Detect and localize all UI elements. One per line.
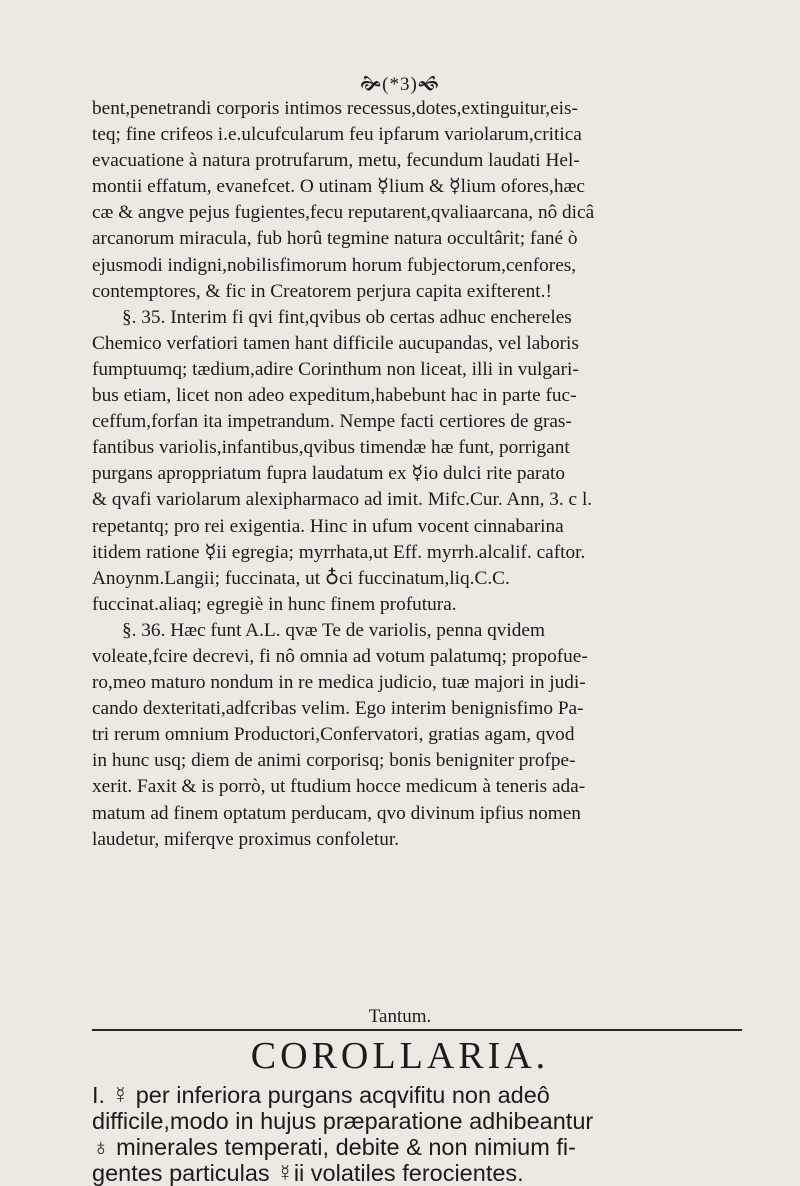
corollaria-text <box>92 1082 742 1186</box>
text-line: montii effatum, evanefcet. O utinam ☿lium & ☿lium ofores,hæc <box>92 176 585 198</box>
corollary-line: ♁ minerales temperati, debite & non nimium fi- <box>92 1134 576 1160</box>
text-line: itidem ratione ☿ii egregia; myrrhata,ut Eff. myrrh.alcalif. caftor. <box>92 541 586 563</box>
text-line: Anoynm.Langii; fuccinata, ut ♁ci fuccinatum,liq.C.C. <box>92 567 510 589</box>
page-signature: 🙞(*3)🙜 <box>360 74 440 95</box>
section-divider <box>92 1029 742 1031</box>
text-line: fantibus variolis,infantibus,qvibus timendæ hæ funt, porrigant <box>92 437 570 459</box>
text-line: repetantq; pro rei exigentia. Hinc in ufum vocent cinnabarina <box>92 515 564 537</box>
text-line: Chemico verfatiori tamen hant difficile aucupandas, vel laboris <box>92 332 579 354</box>
text-line: purgans aproppriatum fupra laudatum ex ☿io dulci rite parato <box>92 463 566 485</box>
text-line: cæ & angve pejus fugientes,fecu reputarent,qvaliaarcana, nô dicâ <box>92 202 595 224</box>
text-line: bent,penetrandi corporis intimos recessus,dotes,extinguitur,eis- <box>92 98 578 119</box>
text-line: ceffum,forfan ita impetrandum. Nempe facti certiores de gras- <box>92 411 572 433</box>
paragraph-35-start: §. 35. Interim fi qvi fint,qvibus ob certas adhuc enchereles <box>122 306 572 328</box>
paragraph-36-start: §. 36. Hæc funt A.L. qvæ Te de variolis, penna qvidem <box>122 619 545 641</box>
text-line: contemptores, & fic in Creatorem perjura capita exifterent.! <box>92 280 552 302</box>
tantum-closing: Tantum. <box>368 1006 432 1027</box>
text-line: ro,meo maturo nondum in re medica judicio, tuæ majori in judi- <box>92 672 586 694</box>
text-line: cando dexteritati,adfcribas velim. Ego interim benignisfimo Pa- <box>92 698 584 720</box>
text-line: evacuatione à natura protrufarum, metu, fecundum laudati Hel- <box>92 150 580 172</box>
text-line: voleate,fcire decrevi, fi nô omnia ad votum palatumq; propofue- <box>92 645 588 667</box>
corollary-line: I. ☿ per inferiora purgans acqvifitu non adeô <box>92 1082 550 1108</box>
text-line: xerit. Faxit & is porrò, ut ftudium hocce medicum à teneris ada- <box>92 776 586 798</box>
text-line: fumptuumq; tædium,adire Corinthum non liceat, illi in vulgari- <box>92 358 579 380</box>
text-line: arcanorum miracula, fub horû tegmine natura occultârit; fané ò <box>92 228 578 250</box>
text-line: & qvafi variolarum alexipharmaco ad imit. Mifc.Cur. Ann, 3. c l. <box>92 489 593 511</box>
section-title: COROLLARIA. <box>250 1035 550 1077</box>
text-line: fuccinat.aliaq; egregiè in hunc finem profutura. <box>92 593 457 615</box>
text-line: laudetur, miferqve proximus confoletur. <box>92 828 400 850</box>
body-text <box>92 96 738 853</box>
text-line: bus etiam, licet non adeo expeditum,habebunt hac in parte fuc- <box>92 385 577 407</box>
corollary-line: difficile,modo in hujus præparatione adhibeantur <box>92 1108 594 1134</box>
text-line: ejusmodi indigni,nobilisfimorum horum fubjectorum,cenfores, <box>92 254 577 276</box>
text-line: in hunc usq; diem de animi corporisq; bonis benigniter profpe- <box>92 750 576 772</box>
text-line: matum ad finem optatum perducam, qvo divinum ipfius nomen <box>92 802 581 824</box>
corollary-line: gentes particulas ☿ii volatiles ferocientes. <box>92 1160 524 1186</box>
text-line: tri rerum omnium Productori,Confervatori, gratias agam, qvod <box>92 724 575 746</box>
text-line: teq; fine crifeos i.e.ulcufcularum feu ipfarum variolarum,critica <box>92 124 582 146</box>
